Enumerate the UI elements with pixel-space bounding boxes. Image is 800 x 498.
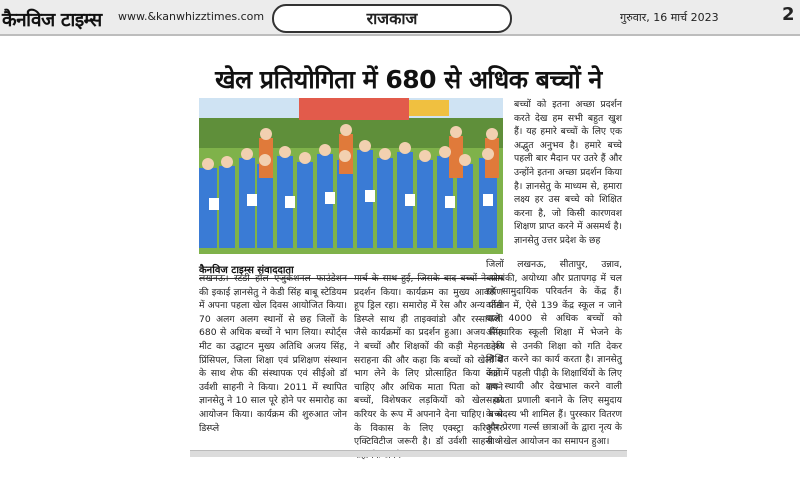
- article-byline: कैनविज टाइम्स संवाददाता: [199, 265, 294, 276]
- newspaper-url: www.&kanwhizztimes.com: [118, 10, 265, 23]
- group-photo-image: [199, 98, 503, 254]
- paragraph: मार्च के साथ हुई, जिसके बाद बच्चों ने योग प्रदर्शन किया। कार्यक्रम का मुख्य आकर्षण हूप ड्रिल रहा। समारोह में रेस और अन्य पीटी डिस्प्ले साथ ही ताइक्वांडो और रस्साकशी जैसे कार्यक्रमों का प्रदर्शन हुआ। अजय सिंह ने बच्चों और शिक्षकों की कड़ी मेहनत की सराहना की और कहा कि बच्चों को खेलों में भाग लेने के लिए प्रोत्साहित किया जाना चाहिए और अधिक माता पिता को अपने बच्चों, विशेषकर लड़कियों को खेल को करियर के रूप में अपनाने देना चाहिए। बच्चे के विकास के लिए एक्स्ट्रा करिकुलर एक्टिविटीज जरूरी है। डॉ उर्वशी साहनी ने: [354, 273, 503, 448]
- paragraph: जिलों लखनऊ, सीतापुर, उन्नाव, बाराबंकी, अयोध्या और प्रतापगढ़ में चल रहे सामुदायिक परिवर्तन के केंद्र हैं। वर्तमान में, ऐसे 139 केंद्र स्कूल न जाने वाले 4000 से अधिक बच्चों को औपचारिक स्कूली शिक्षा में भेजने के उद्देश्य से उनकी शिक्षा को गति देकर शिक्षित करने का कार्य करता है। ज्ञानसेतु केंद्रों में पहली पीढ़ी के शिक्षार्थियों के लिए एक स्थायी और देखभाल करने वाली सहायता प्रणाली बनाने के लिए समुदाय के सदस्य भी शामिल हैं। पुरस्कार वितरण और प्रेरणा गर्ल्स छात्राओं के द्वारा नृत्य के साथ खेल आयोजन का समापन हुआ।: [486, 259, 622, 447]
- article-column-1: [199, 272, 347, 435]
- paragraph: बच्चों को इतना अच्छा प्रदर्शन करते देख हम सभी बहुत खुश हैं। यह हमारे बच्चों के लिए एक अद्भुत अनुभव है। हमारे बच्चे पहली बार मैदान पर उतरे हैं और उन्होंने इतना अच्छा प्रदर्शन किया है। ज्ञानसेतु के माध्यम से, हमारा लक्ष्य हर उस बच्चे को शिक्षित करना है, जो किसी कारणवश शिक्षण प्राप्त करने में असमर्थ है। ज्ञानसेतु उत्तर प्रदेश के छह: [514, 99, 622, 246]
- article-photo: [199, 98, 503, 254]
- issue-date: गुरुवार, 16 मार्च 2023: [620, 11, 719, 24]
- article-column-2: [354, 272, 503, 462]
- paragraph: लखनऊ। स्टडी हॉल एजुकेशनल फाउंडेशन की इकाई ज्ञानसेतु ने केडी सिंह बाबू स्टेडियम में अपना पहला खेल दिवस आयोजित किया। 70 अलग अलग स्थानों से छह जिलों के 680 से अधिक बच्चों ने भाग लिया। स्पोर्ट्स मीट का उद्घाटन मुख्य अतिथि अजय सिंह, प्रिंसिपल, जिला शिक्षा एवं प्रशिक्षण संस्थान के साथ शेफ की संस्थापक एवं सीईओ डॉ उर्वशी साहनी ने किया। 2011 में स्थापित ज्ञानसेतु ने 10 साल पूरे होने पर समारोह का आयोजन किया। कार्यक्रम की शुरुआत जोन डिस्प्ले: [199, 273, 347, 434]
- section-title: राजकाज: [272, 4, 512, 33]
- article-headline: खेल प्रतियोगिता में 680 से अधिक बच्चों ने: [215, 65, 602, 94]
- news-article: [190, 40, 627, 490]
- page-footer-strip: [190, 450, 627, 457]
- page-number: 2: [782, 4, 795, 25]
- article-column-3: [486, 258, 622, 448]
- newspaper-logo: कैनविज टाइम्स: [2, 9, 102, 31]
- newspaper-masthead: [0, 0, 800, 36]
- article-column-right-top: [514, 98, 622, 248]
